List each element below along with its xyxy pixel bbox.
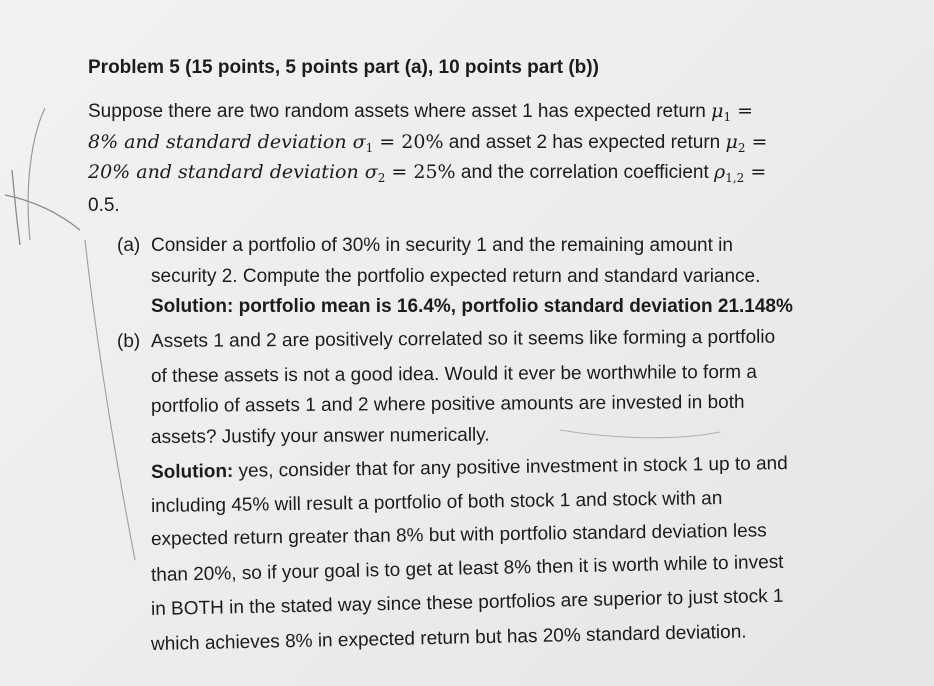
part-b-line-2: of these assets is not a good idea. Would it ever be worthwhile to form a xyxy=(150,361,757,387)
rho-symbol: ρ xyxy=(714,161,726,183)
solution-text: yes, consider that for any positive investment in stock 1 up to and xyxy=(233,453,788,482)
part-a-solution: Solution: portfolio mean is 16.4%, portfolio standard deviation 21.148% xyxy=(151,296,793,317)
intro-line-4: 0.5. xyxy=(88,195,120,216)
mu-symbol: μ xyxy=(711,100,724,122)
math-text: 8% and standard deviation σ xyxy=(88,131,366,153)
part-b-line-3: portfolio of assets 1 and 2 where positive amounts are invested in both xyxy=(150,391,745,417)
subscript: 1 xyxy=(365,141,374,155)
subscript: 1,2 xyxy=(725,171,745,185)
intro-text: Suppose there are two random assets where asset 1 has expected return xyxy=(88,101,712,122)
intro-text: and asset 2 has expected return xyxy=(443,132,726,153)
part-a-line-2: security 2. Compute the portfolio expected return and standard variance. xyxy=(151,266,761,287)
part-b-solution-line-6: which achieves 8% in expected return but has 20% standard deviation. xyxy=(150,621,747,655)
intro-line-2 xyxy=(88,133,767,154)
subscript: 2 xyxy=(377,171,386,185)
part-b-line-1: Assets 1 and 2 are positively correlated so it seems like forming a portfolio xyxy=(150,326,776,352)
intro-line-1 xyxy=(88,102,753,123)
part-b-solution-line-5: in BOTH in the stated way since these portfolios are superior to just stock 1 xyxy=(150,585,784,620)
subscript: 2 xyxy=(737,141,746,155)
mu-symbol: μ xyxy=(725,131,738,153)
part-b-line-4: assets? Justify your answer numerically. xyxy=(150,424,490,448)
math-text: = 25% xyxy=(385,161,456,183)
part-b-solution-line-4: than 20%, so if your goal is to get at least 8% then it is worth while to invest xyxy=(150,551,784,586)
part-b-solution-line-2: including 45% will result a portfolio of both stock 1 and stock with an xyxy=(150,488,723,517)
part-b-solution-line-3: expected return greater than 8% but with portfolio standard deviation less xyxy=(150,520,767,550)
math-text: 20% and standard deviation σ xyxy=(88,161,378,183)
equals: = xyxy=(731,100,754,122)
part-a-label: (a) xyxy=(117,235,141,256)
intro-line-3 xyxy=(88,163,766,184)
math-text: = 20% xyxy=(373,131,444,153)
part-a-line-1: Consider a portfolio of 30% in security 1 and the remaining amount in xyxy=(151,235,733,256)
equals: = xyxy=(744,161,767,183)
equals: = xyxy=(745,131,768,153)
intro-text: and the correlation coefficient xyxy=(455,162,715,183)
problem-title: Problem 5 (15 points, 5 points part (a), 10 points part (b)) xyxy=(88,57,599,78)
solution-label: Solution: xyxy=(150,460,234,483)
subscript: 1 xyxy=(723,110,732,124)
part-b-label: (b) xyxy=(116,330,141,352)
